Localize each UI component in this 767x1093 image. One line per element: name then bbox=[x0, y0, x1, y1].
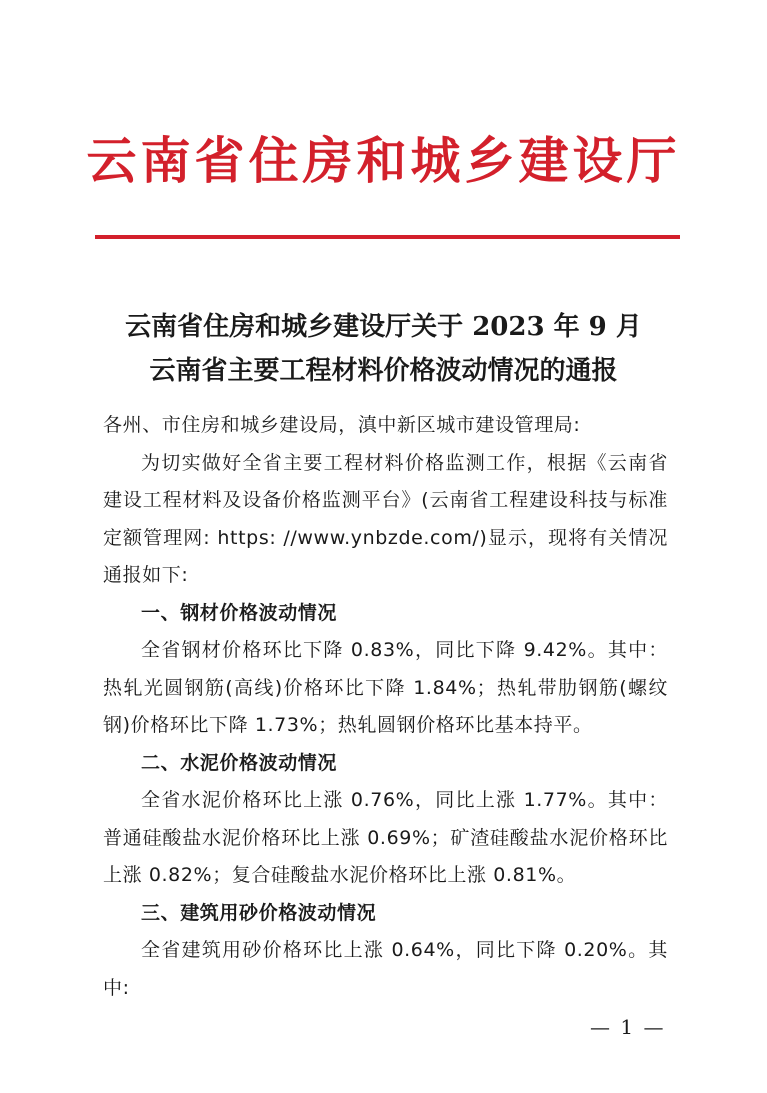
salutation: 各州、市住房和城乡建设局，滇中新区城市建设管理局: bbox=[103, 414, 581, 436]
section-heading-sand: 三、建筑用砂价格波动情况 bbox=[141, 901, 377, 924]
document-title-line-2: 云南省主要工程材料价格波动情况的通报 bbox=[149, 356, 618, 386]
agency-letterhead: 云南省住房和城乡建设厅 bbox=[86, 131, 681, 190]
document-title-line-1: 云南省住房和城乡建设厅关于 2023 年 9 月 bbox=[125, 312, 642, 342]
section-heading-cement: 二、水泥价格波动情况 bbox=[141, 751, 338, 774]
section-heading-steel: 一、钢材价格波动情况 bbox=[141, 601, 338, 624]
document-body bbox=[103, 407, 668, 1007]
document-title bbox=[60, 305, 707, 393]
page-number: — 1 — bbox=[590, 1015, 666, 1039]
intro-paragraph: 为切实做好全省主要工程材料价格监测工作，根据《云南省建设工程材料及设备价格监测平台》(云南省工程建设科技与标准定额管理网: https: //www.ynbzde.com/)显示，现将有关情况通报如下: bbox=[103, 451, 668, 586]
letterhead-red-rule bbox=[95, 235, 680, 239]
section-text-steel: 全省钢材价格环比下降 0.83%，同比下降 9.42%。其中：热轧光圆钢筋(高线)价格环比下降 1.84%；热轧带肋钢筋(螺纹钢)价格环比下降 1.73%；热轧圆钢价格环比基本持平。 bbox=[103, 639, 668, 736]
section-text-sand: 全省建筑用砂价格环比上涨 0.64%，同比下降 0.20%。其中: bbox=[103, 939, 668, 999]
section-text-cement: 全省水泥价格环比上涨 0.76%，同比上涨 1.77%。其中：普通硅酸盐水泥价格环比上涨 0.69%；矿渣硅酸盐水泥价格环比上涨 0.82%；复合硅酸盐水泥价格环比上涨 0.81%。 bbox=[103, 789, 668, 886]
